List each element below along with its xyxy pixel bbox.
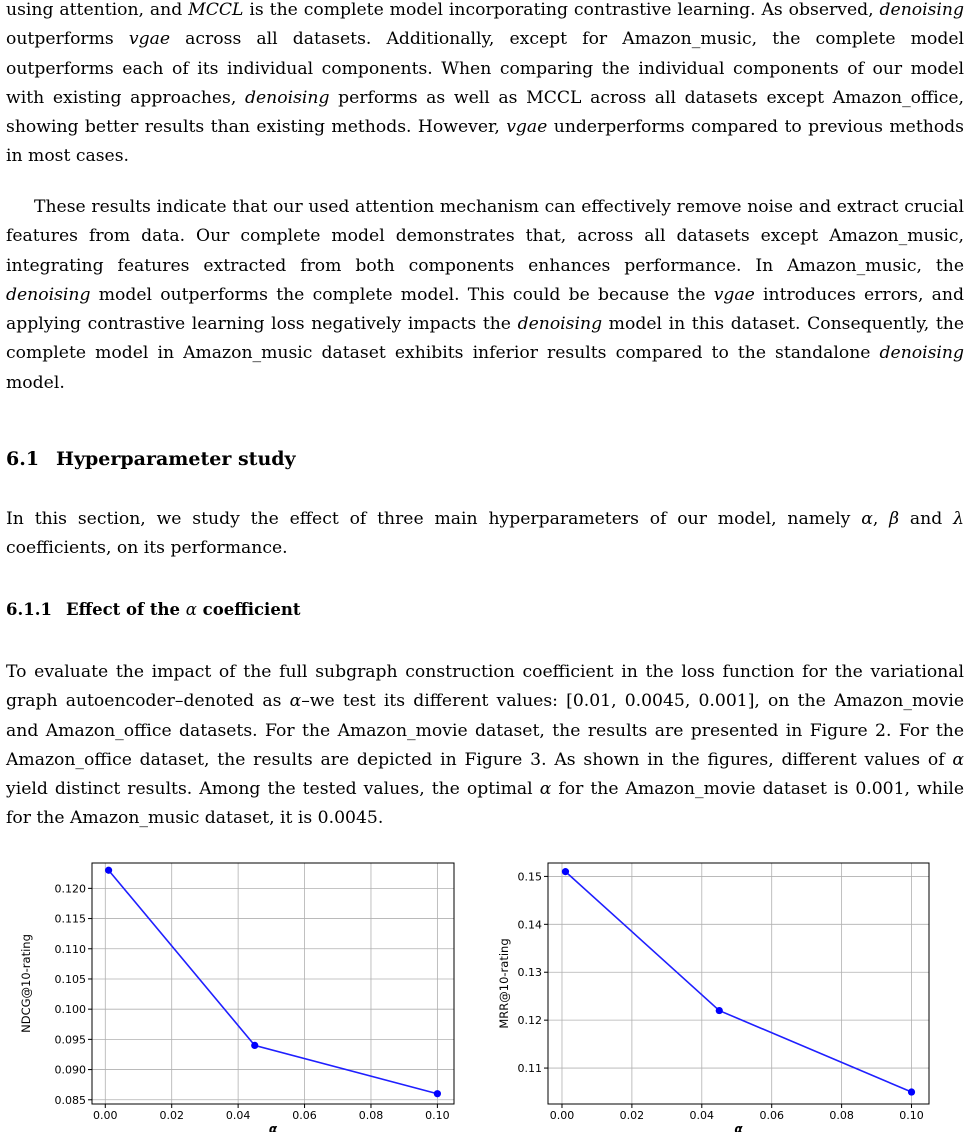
data-point [251,1042,258,1049]
text-run: performs as well as MCCL across all datasets except Amazon_office, showing better results than existing methods. However, [6,87,964,138]
y-tick-label: 0.110 [54,942,86,956]
y-axis-label: MRR@10-rating [497,938,511,1029]
math-alpha: α [952,749,964,770]
model-name-denoising: denoising [517,314,603,335]
figure-mrr-chart [492,860,942,1136]
y-tick-label: 0.090 [54,1063,86,1077]
text-run: yield distinct results. Among the tested values, the optimal [6,779,540,800]
subsection-title: coefficient [196,600,301,619]
data-point [105,867,112,874]
math-alpha: α [185,600,197,619]
x-tick-label: 0.02 [159,1109,184,1122]
math-alpha: α [861,509,873,529]
subsection-heading [6,600,300,619]
model-name-mccl: MCCL [188,0,244,20]
text-run: model in this dataset. Consequently, the complete model in Amazon_music dataset exhibits inferior results compared to the standalone [6,314,964,364]
y-tick-label: 0.095 [54,1033,86,1047]
text-run: introduces errors, and applying contrastive learning loss negatively impacts the [6,284,964,335]
text-run: model outperforms the complete model. This could be because the [90,284,714,305]
x-tick-label: 0.00 [93,1109,118,1122]
x-tick-label: 0.04 [225,1109,251,1122]
x-axis-label: α [734,1122,743,1132]
section-title: Hyperparameter study [56,448,296,470]
series-line [565,872,911,1092]
x-tick-label: 0.06 [759,1109,784,1122]
text-run: and [899,509,954,529]
model-name-denoising: denoising [6,284,91,305]
math-alpha: α [539,779,552,800]
paragraph-ablation-results [6,0,964,172]
y-tick-label: 0.105 [54,972,86,986]
y-axis-label: NDCG@10-rating [19,934,33,1033]
text-run: using attention, and [6,0,189,20]
text-run: –we test its different values: [0.01, 0.0045, 0.001], on the Amazon_movie and Amazon_office datasets. For the Amazon_movie dataset, the results are presented in Figure 2. For the Amazon_office dataset, the results are depicted in Figure 3. As shown in the figures, different values of [6,691,964,770]
ndcg-line-chart [14,860,464,1132]
y-tick-label: 0.120 [54,882,86,896]
y-tick-label: 0.115 [54,912,86,926]
figure-ndcg-chart [14,860,464,1136]
y-tick-label: 0.14 [517,918,542,932]
y-tick-label: 0.085 [54,1093,86,1107]
text-run: outperforms [6,29,129,50]
y-tick-label: 0.11 [517,1062,542,1076]
model-name-vgae: vgae [506,117,548,138]
subsection-number: 6.1.1 [6,600,52,619]
subsection-title: Effect of the [66,600,186,619]
text-run: These results indicate that our used attention mechanism can effectively remove noise and extract crucial features from data. Our complete model demonstrates that, across all datasets except Amazon_music, integrating features extracted from both components enhances performance. In Amazon_music, the [6,197,964,276]
model-name-denoising: denoising [879,343,964,364]
section-number: 6.1 [6,448,40,470]
model-name-denoising: denoising [879,0,964,20]
text-run: for the Amazon_movie dataset is 0.001, while for the Amazon_music dataset, it is 0.0045. [6,779,964,829]
math-lambda: λ [953,509,964,529]
paragraph-ablation-discussion [6,193,964,398]
model-name-vgae: vgae [713,284,755,305]
x-tick-label: 0.10 [899,1109,924,1122]
math-beta: β [889,509,900,529]
series-line [109,870,438,1093]
paragraph-alpha-effect [6,658,964,834]
model-name-vgae: vgae [128,29,171,50]
text-run: across all datasets. Additionally, except for Amazon_music, the complete model outperforms each of its individual components. When comparing the individual components of our model with existing approaches, [6,29,964,108]
x-tick-label: 0.10 [425,1109,450,1122]
math-alpha: α [289,691,302,712]
y-tick-label: 0.13 [517,966,542,980]
text-run: underperforms compared to previous methods in most cases. [6,117,965,167]
text-run: To evaluate the impact of the full subgraph construction coefficient in the loss function for the variational graph autoencoder–denoted as [6,662,964,712]
model-name-denoising: denoising [244,87,330,108]
plot-frame [92,863,454,1104]
paragraph-hyperparameter-intro [6,505,964,564]
x-tick-label: 0.06 [292,1109,317,1122]
mrr-line-chart [492,860,942,1132]
x-tick-label: 0.02 [619,1109,645,1122]
x-axis-label: α [268,1122,278,1132]
x-tick-label: 0.08 [358,1109,384,1122]
section-heading [6,448,296,470]
text-run: is the complete model incorporating contrastive learning. As observed, [243,0,880,20]
x-tick-label: 0.08 [829,1109,854,1122]
y-tick-label: 0.15 [517,870,542,884]
text-run: , [872,509,890,529]
data-point [908,1088,915,1095]
data-point [434,1090,441,1097]
data-point [716,1007,723,1014]
text-run: In this section, we study the effect of three main hyperparameters of our model, namely [6,509,862,529]
x-tick-label: 0.04 [689,1109,715,1122]
y-tick-label: 0.12 [517,1014,542,1028]
y-tick-label: 0.100 [54,1003,86,1017]
text-run: model. [6,372,65,393]
text-run: coefficients, on its performance. [6,538,288,559]
x-tick-label: 0.00 [549,1109,575,1122]
data-point [562,868,569,875]
